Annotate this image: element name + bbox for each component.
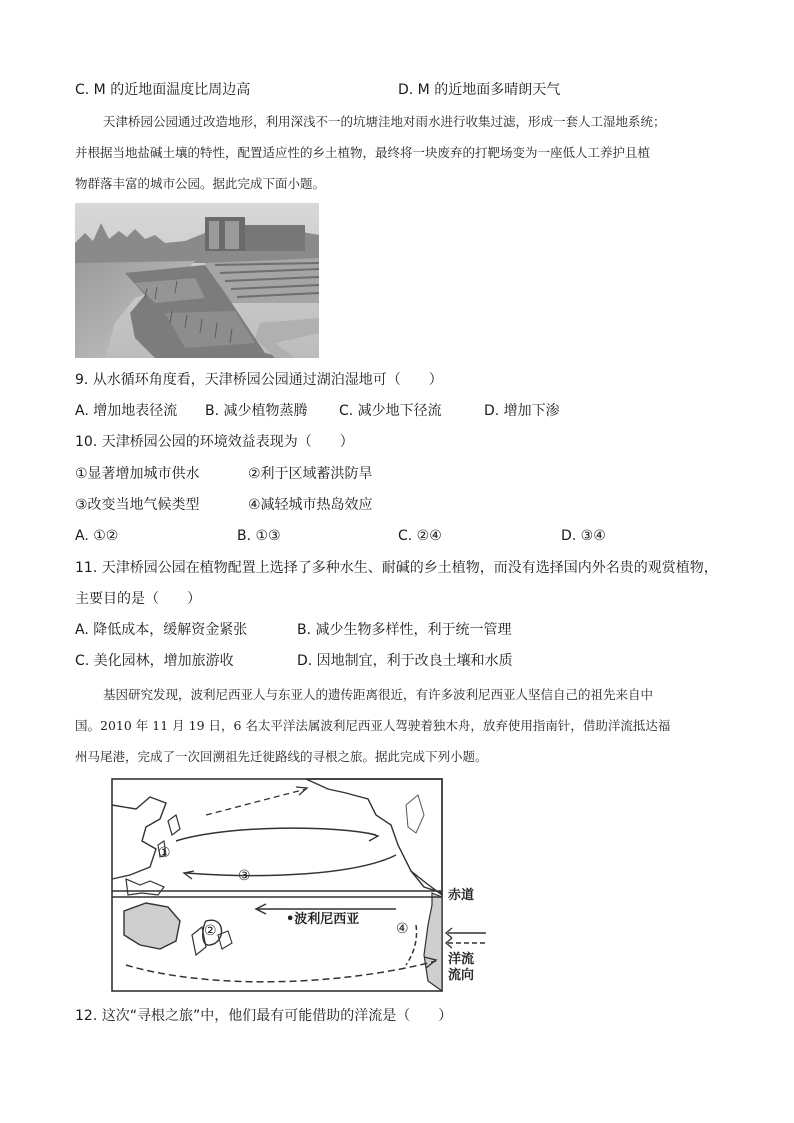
q11-option-c[interactable]: C. 美化园林，增加旅游收 (75, 653, 234, 669)
polynesia-label: •波利尼西亚 (286, 912, 360, 927)
option-d: D. M 的近地面多晴朗天气 (398, 82, 561, 98)
q11-stem: 11. 天津桥园公园在植物配置上选择了多种水生、耐碱的乡土植物，而没有选择国内外名贵的观赏植物， (75, 560, 718, 576)
passage-line: 州马尾港，完成了一次回溯祖先迁徙路线的寻根之旅。据此完成下列小题。 (75, 749, 488, 764)
q10-statement-1: ①显著增加城市供水 (75, 466, 200, 482)
q11-option-a[interactable]: A. 降低成本，缓解资金紧张 (75, 622, 248, 638)
q10-option-b[interactable]: B. ①③ (237, 528, 281, 544)
q11-option-b[interactable]: B. 减少生物多样性，利于统一管理 (297, 622, 512, 638)
passage-line: 天津桥园公园通过改造地形，利用深浅不一的坑塘洼地对雨水进行收集过滤，形成一套人工湿地系统； (103, 114, 666, 129)
map-label-4: ④ (396, 921, 409, 937)
passage-line: 物群落丰富的城市公园。据此完成下面小题。 (75, 176, 326, 191)
legend-label-1: 洋流 (448, 952, 475, 967)
q9-stem: 9. 从水循环角度看，天津桥园公园通过湖泊湿地可（ ） (75, 372, 443, 388)
passage-polynesia (75, 679, 725, 772)
q9-option-b[interactable]: B. 减少植物蒸腾 (205, 403, 308, 419)
park-photo (75, 203, 319, 358)
q10-statement-3: ③改变当地气候类型 (75, 497, 200, 513)
q11-stem-cont: 主要目的是（ ） (75, 591, 201, 607)
legend-label-2: 流向 (448, 968, 475, 983)
passage-tianjin (75, 106, 725, 199)
passage-line: 国。2010 年 11 月 19 日，6 名太平洋法属波利尼西亚人驾驶着独木舟，放弃使用指南针，借助洋流抵达福 (75, 718, 671, 733)
passage-line: 基因研究发现，波利尼西亚人与东亚人的遗传距离很近，有许多波利尼西亚人坚信自己的祖先来自中 (103, 687, 654, 702)
q10-stem: 10. 天津桥园公园的环境效益表现为（ ） (75, 434, 354, 450)
q10-statement-4: ④减轻城市热岛效应 (248, 497, 373, 513)
option-c: C. M 的近地面温度比周边高 (75, 82, 251, 98)
q10-option-a[interactable]: A. ①② (75, 528, 119, 544)
map-label-1: ① (158, 845, 171, 861)
q9-option-c[interactable]: C. 减少地下径流 (339, 403, 442, 419)
equator-label: 赤道 (448, 888, 475, 903)
q10-statement-2: ②利于区域蓄洪防旱 (248, 466, 373, 482)
map-label-3: ③ (238, 868, 251, 884)
passage-line: 并根据当地盐碱土壤的特性，配置适应性的乡土植物，最终将一块废弃的打靶场变为一座低人工养护且植 (75, 145, 651, 160)
q9-option-a[interactable]: A. 增加地表径流 (75, 403, 178, 419)
map-label-2: ② (204, 923, 217, 939)
q9-option-d[interactable]: D. 增加下渗 (484, 403, 560, 419)
q12-stem: 12. 这次“寻根之旅”中，他们最有可能借助的洋流是（ ） (75, 1008, 453, 1024)
q10-option-d[interactable]: D. ③④ (561, 528, 606, 544)
pacific-current-map (106, 775, 492, 997)
q10-option-c[interactable]: C. ②④ (398, 528, 442, 544)
q11-option-d[interactable]: D. 因地制宜，利于改良土壤和水质 (297, 653, 513, 669)
